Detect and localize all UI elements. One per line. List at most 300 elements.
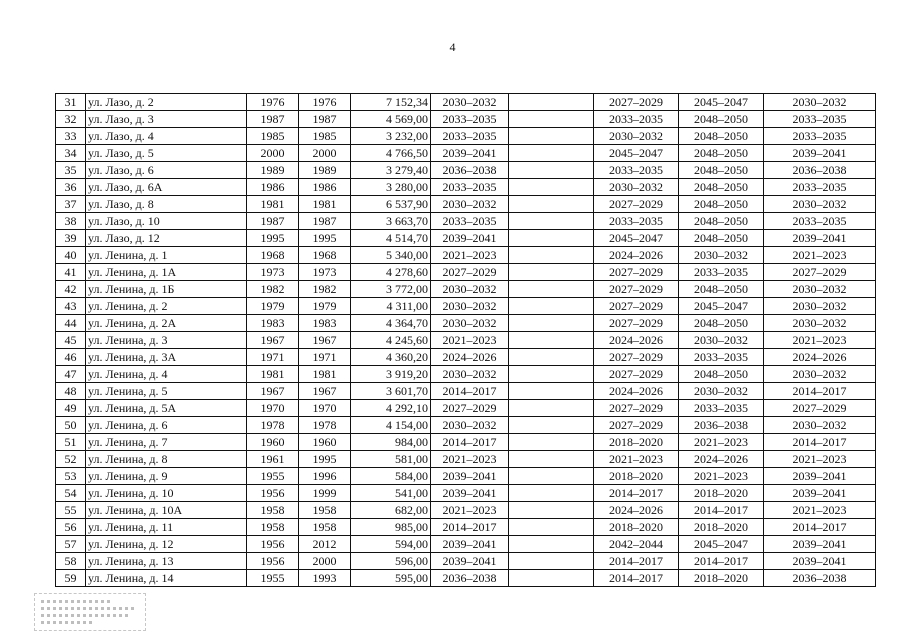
cell-period: 2030–2032 [431, 417, 509, 434]
cell-period: 2030–2032 [431, 281, 509, 298]
cell-period-3: 2021–2023 [679, 434, 764, 451]
cell-period-4: 2014–2017 [764, 383, 876, 400]
cell-period-2: 2018–2020 [594, 519, 679, 536]
table-row [56, 196, 876, 213]
cell-area: 3 232,00 [351, 128, 431, 145]
cell-row-number: 52 [56, 451, 86, 468]
cell-empty-cell [509, 162, 594, 179]
table-row [56, 400, 876, 417]
cell-period-2: 2024–2026 [594, 332, 679, 349]
cell-period-4: 2030–2032 [764, 281, 876, 298]
cell-area: 3 919,20 [351, 366, 431, 383]
cell-period-2: 2018–2020 [594, 434, 679, 451]
cell-period-4: 2027–2029 [764, 264, 876, 281]
cell-address: ул. Ленина, д. 1Б [86, 281, 247, 298]
cell-year-commissioned: 1983 [299, 315, 351, 332]
cell-period-3: 2048–2050 [679, 179, 764, 196]
cell-period-3: 2048–2050 [679, 162, 764, 179]
cell-address: ул. Ленина, д. 7 [86, 434, 247, 451]
table-row [56, 332, 876, 349]
cell-period-4: 2033–2035 [764, 111, 876, 128]
cell-period-2: 2021–2023 [594, 451, 679, 468]
cell-period-2: 2027–2029 [594, 315, 679, 332]
cell-period-2: 2027–2029 [594, 264, 679, 281]
cell-period-4: 2030–2032 [764, 298, 876, 315]
cell-period-2: 2042–2044 [594, 536, 679, 553]
cell-year-built: 1982 [247, 281, 299, 298]
cell-row-number: 34 [56, 145, 86, 162]
cell-year-commissioned: 1989 [299, 162, 351, 179]
cell-period-3: 2048–2050 [679, 366, 764, 383]
cell-empty-cell [509, 553, 594, 570]
cell-period-3: 2018–2020 [679, 485, 764, 502]
cell-year-commissioned: 1981 [299, 366, 351, 383]
cell-empty-cell [509, 281, 594, 298]
cell-period-3: 2048–2050 [679, 315, 764, 332]
cell-period-4: 2039–2041 [764, 145, 876, 162]
table-row [56, 485, 876, 502]
table-row [56, 451, 876, 468]
cell-row-number: 47 [56, 366, 86, 383]
cell-year-built: 1987 [247, 213, 299, 230]
cell-empty-cell [509, 502, 594, 519]
cell-period-2: 2030–2032 [594, 128, 679, 145]
cell-empty-cell [509, 485, 594, 502]
cell-period-4: 2014–2017 [764, 434, 876, 451]
cell-year-commissioned: 1981 [299, 196, 351, 213]
cell-period: 2027–2029 [431, 264, 509, 281]
cell-row-number: 39 [56, 230, 86, 247]
table-row [56, 162, 876, 179]
cell-address: ул. Ленина, д. 9 [86, 468, 247, 485]
cell-period-3: 2045–2047 [679, 536, 764, 553]
cell-year-built: 1960 [247, 434, 299, 451]
cell-period-4: 2039–2041 [764, 230, 876, 247]
cell-area: 984,00 [351, 434, 431, 451]
cell-area: 595,00 [351, 570, 431, 587]
cell-empty-cell [509, 570, 594, 587]
cell-row-number: 56 [56, 519, 86, 536]
cell-area: 4 292,10 [351, 400, 431, 417]
cell-address: ул. Ленина, д. 13 [86, 553, 247, 570]
cell-year-commissioned: 1967 [299, 332, 351, 349]
cell-year-built: 1968 [247, 247, 299, 264]
cell-period-3: 2030–2032 [679, 332, 764, 349]
cell-period-3: 2048–2050 [679, 111, 764, 128]
table-row [56, 434, 876, 451]
cell-period-4: 2039–2041 [764, 468, 876, 485]
cell-area: 4 514,70 [351, 230, 431, 247]
cell-year-commissioned: 1979 [299, 298, 351, 315]
cell-period-4: 2039–2041 [764, 553, 876, 570]
cell-period-2: 2027–2029 [594, 196, 679, 213]
cell-address: ул. Ленина, д. 2 [86, 298, 247, 315]
cell-period: 2033–2035 [431, 179, 509, 196]
cell-period-2: 2014–2017 [594, 485, 679, 502]
cell-address: ул. Лазо, д. 6А [86, 179, 247, 196]
cell-year-built: 1958 [247, 502, 299, 519]
cell-area: 4 154,00 [351, 417, 431, 434]
cell-address: ул. Ленина, д. 4 [86, 366, 247, 383]
cell-row-number: 55 [56, 502, 86, 519]
cell-year-commissioned: 2000 [299, 145, 351, 162]
cell-year-commissioned: 1995 [299, 451, 351, 468]
cell-row-number: 33 [56, 128, 86, 145]
cell-empty-cell [509, 349, 594, 366]
cell-area: 4 569,00 [351, 111, 431, 128]
cell-period-3: 2048–2050 [679, 145, 764, 162]
cell-period-3: 2033–2035 [679, 349, 764, 366]
cell-row-number: 32 [56, 111, 86, 128]
cell-period-3: 2048–2050 [679, 213, 764, 230]
cell-area: 541,00 [351, 485, 431, 502]
cell-area: 4 245,60 [351, 332, 431, 349]
table-row [56, 230, 876, 247]
table-row [56, 213, 876, 230]
cell-row-number: 41 [56, 264, 86, 281]
cell-period: 2033–2035 [431, 213, 509, 230]
cell-year-commissioned: 1968 [299, 247, 351, 264]
cell-empty-cell [509, 213, 594, 230]
housing-table [55, 93, 876, 587]
table-row [56, 417, 876, 434]
cell-year-commissioned: 2012 [299, 536, 351, 553]
cell-period-3: 2014–2017 [679, 553, 764, 570]
cell-area: 3 772,00 [351, 281, 431, 298]
cell-row-number: 59 [56, 570, 86, 587]
cell-period: 2039–2041 [431, 553, 509, 570]
cell-period-4: 2027–2029 [764, 400, 876, 417]
cell-address: ул. Ленина, д. 12 [86, 536, 247, 553]
cell-empty-cell [509, 264, 594, 281]
table-row [56, 349, 876, 366]
cell-period-4: 2030–2032 [764, 366, 876, 383]
cell-year-commissioned: 1993 [299, 570, 351, 587]
cell-period-2: 2014–2017 [594, 553, 679, 570]
cell-area: 594,00 [351, 536, 431, 553]
cell-period-4: 2033–2035 [764, 213, 876, 230]
cell-address: ул. Ленина, д. 3 [86, 332, 247, 349]
cell-address: ул. Ленина, д. 1 [86, 247, 247, 264]
cell-period-2: 2027–2029 [594, 94, 679, 111]
cell-address: ул. Лазо, д. 2 [86, 94, 247, 111]
cell-area: 985,00 [351, 519, 431, 536]
table-row [56, 94, 876, 111]
cell-year-built: 2000 [247, 145, 299, 162]
cell-period-4: 2036–2038 [764, 162, 876, 179]
cell-year-built: 1979 [247, 298, 299, 315]
cell-year-built: 1978 [247, 417, 299, 434]
cell-year-commissioned: 2000 [299, 553, 351, 570]
cell-year-commissioned: 1970 [299, 400, 351, 417]
cell-period-4: 2033–2035 [764, 179, 876, 196]
table-row [56, 468, 876, 485]
table-row [56, 281, 876, 298]
cell-row-number: 44 [56, 315, 86, 332]
cell-empty-cell [509, 145, 594, 162]
cell-row-number: 35 [56, 162, 86, 179]
cell-period: 2039–2041 [431, 230, 509, 247]
cell-area: 4 364,70 [351, 315, 431, 332]
cell-period: 2039–2041 [431, 485, 509, 502]
cell-period-3: 2018–2020 [679, 570, 764, 587]
cell-period-2: 2027–2029 [594, 349, 679, 366]
cell-year-built: 1995 [247, 230, 299, 247]
cell-period-2: 2027–2029 [594, 400, 679, 417]
cell-area: 5 340,00 [351, 247, 431, 264]
cell-year-commissioned: 1995 [299, 230, 351, 247]
cell-period-3: 2030–2032 [679, 383, 764, 400]
cell-area: 7 152,34 [351, 94, 431, 111]
cell-row-number: 31 [56, 94, 86, 111]
cell-empty-cell [509, 417, 594, 434]
cell-address: ул. Лазо, д. 6 [86, 162, 247, 179]
cell-area: 3 279,40 [351, 162, 431, 179]
table-row [56, 111, 876, 128]
cell-period-3: 2033–2035 [679, 400, 764, 417]
cell-year-built: 1971 [247, 349, 299, 366]
cell-period-4: 2033–2035 [764, 128, 876, 145]
cell-row-number: 40 [56, 247, 86, 264]
cell-period-2: 2024–2026 [594, 247, 679, 264]
table-row [56, 247, 876, 264]
cell-period-3: 2033–2035 [679, 264, 764, 281]
cell-area: 584,00 [351, 468, 431, 485]
cell-row-number: 43 [56, 298, 86, 315]
cell-period: 2030–2032 [431, 315, 509, 332]
cell-row-number: 57 [56, 536, 86, 553]
table-row [56, 298, 876, 315]
cell-area: 596,00 [351, 553, 431, 570]
cell-year-commissioned: 1986 [299, 179, 351, 196]
cell-empty-cell [509, 400, 594, 417]
cell-period-4: 2039–2041 [764, 485, 876, 502]
table-row [56, 315, 876, 332]
cell-period: 2021–2023 [431, 502, 509, 519]
page-number: 4 [449, 40, 456, 54]
cell-year-commissioned: 1973 [299, 264, 351, 281]
table-row [56, 536, 876, 553]
table-row [56, 570, 876, 587]
cell-year-built: 1981 [247, 196, 299, 213]
cell-row-number: 46 [56, 349, 86, 366]
cell-row-number: 45 [56, 332, 86, 349]
cell-year-commissioned: 1960 [299, 434, 351, 451]
cell-year-built: 1973 [247, 264, 299, 281]
cell-period: 2039–2041 [431, 536, 509, 553]
cell-year-built: 1981 [247, 366, 299, 383]
cell-row-number: 58 [56, 553, 86, 570]
cell-address: ул. Лазо, д. 3 [86, 111, 247, 128]
cell-address: ул. Лазо, д. 10 [86, 213, 247, 230]
cell-row-number: 37 [56, 196, 86, 213]
cell-period-3: 2018–2020 [679, 519, 764, 536]
cell-period: 2021–2023 [431, 451, 509, 468]
cell-year-built: 1955 [247, 570, 299, 587]
table-row [56, 179, 876, 196]
cell-year-built: 1956 [247, 553, 299, 570]
cell-year-built: 1989 [247, 162, 299, 179]
cell-row-number: 51 [56, 434, 86, 451]
cell-area: 3 601,70 [351, 383, 431, 400]
cell-empty-cell [509, 298, 594, 315]
cell-year-built: 1956 [247, 485, 299, 502]
cell-empty-cell [509, 247, 594, 264]
cell-period: 2024–2026 [431, 349, 509, 366]
cell-period: 2039–2041 [431, 468, 509, 485]
cell-empty-cell [509, 468, 594, 485]
cell-year-built: 1967 [247, 383, 299, 400]
cell-period-3: 2024–2026 [679, 451, 764, 468]
cell-period-2: 2045–2047 [594, 230, 679, 247]
cell-period-4: 2024–2026 [764, 349, 876, 366]
cell-year-commissioned: 1978 [299, 417, 351, 434]
table-body [56, 94, 876, 587]
cell-row-number: 42 [56, 281, 86, 298]
cell-area: 4 278,60 [351, 264, 431, 281]
cell-address: ул. Ленина, д. 6 [86, 417, 247, 434]
cell-period-2: 2045–2047 [594, 145, 679, 162]
cell-row-number: 48 [56, 383, 86, 400]
cell-year-built: 1967 [247, 332, 299, 349]
cell-empty-cell [509, 536, 594, 553]
cell-period-4: 2014–2017 [764, 519, 876, 536]
cell-period-4: 2021–2023 [764, 451, 876, 468]
cell-empty-cell [509, 519, 594, 536]
cell-year-commissioned: 1967 [299, 383, 351, 400]
cell-year-built: 1955 [247, 468, 299, 485]
cell-address: ул. Ленина, д. 14 [86, 570, 247, 587]
cell-area: 6 537,90 [351, 196, 431, 213]
cell-period-4: 2039–2041 [764, 536, 876, 553]
cell-period-2: 2033–2035 [594, 111, 679, 128]
cell-empty-cell [509, 434, 594, 451]
cell-address: ул. Ленина, д. 5А [86, 400, 247, 417]
cell-period: 2021–2023 [431, 332, 509, 349]
cell-row-number: 54 [56, 485, 86, 502]
cell-address: ул. Лазо, д. 4 [86, 128, 247, 145]
cell-period: 2014–2017 [431, 519, 509, 536]
cell-period-2: 2014–2017 [594, 570, 679, 587]
cell-address: ул. Ленина, д. 10 [86, 485, 247, 502]
cell-address: ул. Ленина, д. 11 [86, 519, 247, 536]
cell-period: 2014–2017 [431, 383, 509, 400]
cell-area: 581,00 [351, 451, 431, 468]
cell-year-commissioned: 1987 [299, 111, 351, 128]
cell-address: ул. Лазо, д. 5 [86, 145, 247, 162]
cell-row-number: 49 [56, 400, 86, 417]
cell-year-commissioned: 1996 [299, 468, 351, 485]
cell-period-3: 2048–2050 [679, 128, 764, 145]
cell-period: 2030–2032 [431, 298, 509, 315]
cell-year-commissioned: 1987 [299, 213, 351, 230]
table-row [56, 502, 876, 519]
cell-period-4: 2021–2023 [764, 502, 876, 519]
cell-period-4: 2030–2032 [764, 417, 876, 434]
cell-area: 4 766,50 [351, 145, 431, 162]
cell-address: ул. Ленина, д. 8 [86, 451, 247, 468]
cell-period: 2027–2029 [431, 400, 509, 417]
cell-area: 682,00 [351, 502, 431, 519]
cell-year-built: 1987 [247, 111, 299, 128]
cell-empty-cell [509, 451, 594, 468]
cell-year-commissioned: 1958 [299, 519, 351, 536]
cell-year-built: 1985 [247, 128, 299, 145]
cell-period: 2036–2038 [431, 162, 509, 179]
table-row [56, 519, 876, 536]
cell-address: ул. Ленина, д. 5 [86, 383, 247, 400]
cell-period-3: 2036–2038 [679, 417, 764, 434]
cell-area: 3 663,70 [351, 213, 431, 230]
cell-address: ул. Лазо, д. 8 [86, 196, 247, 213]
cell-period: 2030–2032 [431, 94, 509, 111]
cell-period-2: 2033–2035 [594, 162, 679, 179]
cell-period-3: 2030–2032 [679, 247, 764, 264]
cell-address: ул. Лазо, д. 12 [86, 230, 247, 247]
cell-empty-cell [509, 230, 594, 247]
cell-year-commissioned: 1982 [299, 281, 351, 298]
cell-period: 2014–2017 [431, 434, 509, 451]
cell-period-3: 2045–2047 [679, 298, 764, 315]
cell-period-3: 2048–2050 [679, 281, 764, 298]
cell-year-built: 1983 [247, 315, 299, 332]
cell-period-3: 2021–2023 [679, 468, 764, 485]
cell-empty-cell [509, 179, 594, 196]
cell-period: 2039–2041 [431, 145, 509, 162]
cell-period: 2021–2023 [431, 247, 509, 264]
faded-stamp [34, 593, 146, 631]
table-row [56, 366, 876, 383]
cell-address: ул. Ленина, д. 10А [86, 502, 247, 519]
cell-period-2: 2024–2026 [594, 502, 679, 519]
cell-row-number: 53 [56, 468, 86, 485]
cell-period: 2033–2035 [431, 111, 509, 128]
cell-period: 2033–2035 [431, 128, 509, 145]
cell-period-2: 2027–2029 [594, 298, 679, 315]
cell-period-2: 2027–2029 [594, 366, 679, 383]
cell-area: 4 311,00 [351, 298, 431, 315]
cell-empty-cell [509, 315, 594, 332]
cell-address: ул. Ленина, д. 3А [86, 349, 247, 366]
cell-year-commissioned: 1958 [299, 502, 351, 519]
cell-year-built: 1956 [247, 536, 299, 553]
cell-empty-cell [509, 383, 594, 400]
cell-period-2: 2027–2029 [594, 281, 679, 298]
cell-empty-cell [509, 128, 594, 145]
cell-period-2: 2033–2035 [594, 213, 679, 230]
cell-period-4: 2030–2032 [764, 315, 876, 332]
cell-empty-cell [509, 111, 594, 128]
cell-year-commissioned: 1985 [299, 128, 351, 145]
cell-area: 4 360,20 [351, 349, 431, 366]
cell-empty-cell [509, 332, 594, 349]
cell-row-number: 50 [56, 417, 86, 434]
cell-address: ул. Ленина, д. 1А [86, 264, 247, 281]
cell-period-2: 2024–2026 [594, 383, 679, 400]
cell-period-2: 2030–2032 [594, 179, 679, 196]
cell-period-2: 2018–2020 [594, 468, 679, 485]
cell-period-3: 2048–2050 [679, 230, 764, 247]
cell-row-number: 36 [56, 179, 86, 196]
cell-year-built: 1976 [247, 94, 299, 111]
cell-period-2: 2027–2029 [594, 417, 679, 434]
table-row [56, 128, 876, 145]
cell-address: ул. Ленина, д. 2А [86, 315, 247, 332]
cell-period-4: 2030–2032 [764, 94, 876, 111]
cell-year-built: 1961 [247, 451, 299, 468]
cell-empty-cell [509, 94, 594, 111]
cell-year-built: 1986 [247, 179, 299, 196]
